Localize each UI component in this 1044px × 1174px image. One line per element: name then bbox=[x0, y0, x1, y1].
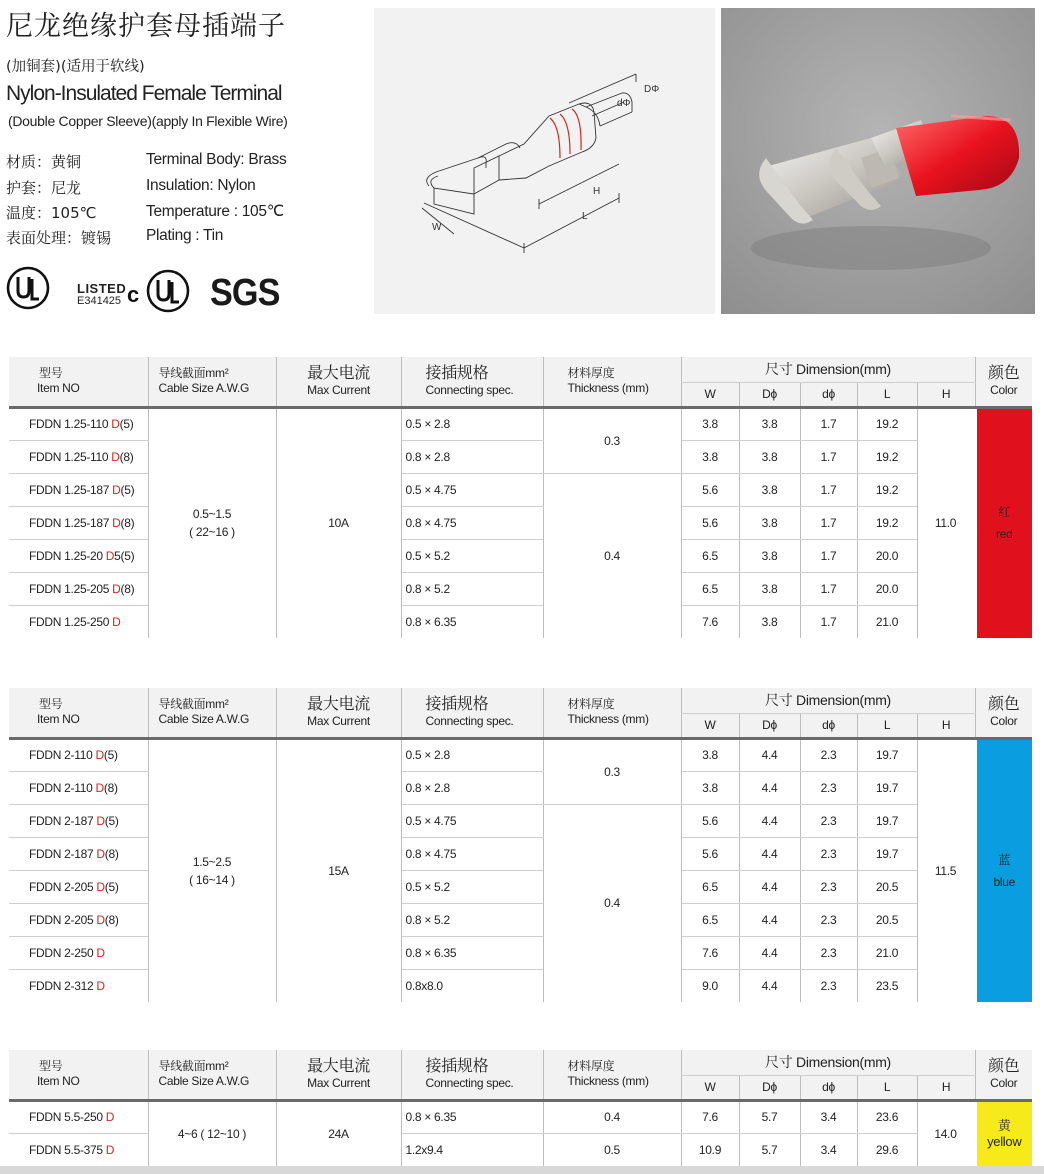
model-suffix: D bbox=[95, 748, 104, 762]
cell-model bbox=[9, 969, 148, 1002]
model-prefix: FDDN 2-205 bbox=[29, 879, 97, 894]
model-prefix: FDDN 2-205 bbox=[29, 912, 97, 927]
product-photo bbox=[721, 8, 1035, 314]
page-title-en: Nylon-Insulated Female Terminal bbox=[6, 82, 282, 105]
cell-dim-d: 2.3 bbox=[800, 837, 857, 870]
col-header-cable: 导线截面mm² Cable Size A.W.G bbox=[148, 1050, 276, 1100]
cable-awg: ( 16~14 ) bbox=[189, 872, 235, 887]
cell-dim-D: 4.4 bbox=[739, 903, 800, 936]
cable-mm2: 4~6 ( 12~10 ) bbox=[177, 1126, 247, 1141]
spec-material-cn: 材质：黄铜 bbox=[6, 153, 82, 171]
table-row bbox=[9, 407, 1032, 440]
cell-model bbox=[9, 837, 148, 870]
cell-model bbox=[9, 440, 148, 473]
cable-mm2: 0.5~1.5 bbox=[192, 507, 232, 522]
table-row bbox=[9, 1100, 1032, 1133]
cell-dim-l: 20.5 bbox=[857, 903, 917, 936]
col-header-l: L bbox=[857, 382, 917, 407]
col-header-current: 最大电流 Max Current bbox=[276, 688, 401, 738]
color-name-en: red bbox=[996, 527, 1013, 542]
cell-dim-d: 2.3 bbox=[800, 969, 857, 1002]
dim-label-W: W bbox=[432, 222, 442, 233]
cell-dim-w: 6.5 bbox=[681, 572, 739, 605]
cell-max-current: 24A bbox=[276, 1100, 401, 1166]
model-tail: (8) bbox=[120, 581, 135, 596]
cell-model bbox=[9, 903, 148, 936]
cell-dim-w: 3.8 bbox=[681, 771, 739, 804]
model-prefix: FDDN 1.25-110 bbox=[29, 449, 112, 464]
model-prefix: FDDN 1.25-187 bbox=[29, 515, 113, 530]
spec-material-en: Terminal Body: Brass bbox=[146, 151, 287, 168]
cell-dim-D: 4.4 bbox=[739, 738, 800, 771]
cell-model bbox=[9, 605, 148, 638]
cell-dim-D: 3.8 bbox=[739, 539, 800, 572]
model-prefix: FDDN 2-110 bbox=[29, 780, 96, 795]
col-header-spec: 接插规格 Connecting spec. bbox=[401, 1050, 543, 1100]
color-name-en: yellow bbox=[987, 1133, 1022, 1149]
col-header-l: L bbox=[857, 1075, 917, 1100]
cell-dim-l: 19.2 bbox=[857, 440, 917, 473]
spec-plating-en: Plating : Tin bbox=[146, 227, 224, 244]
model-prefix: FDDN 1.25-20 bbox=[29, 548, 106, 563]
cell-connecting-spec: 0.8 × 2.8 bbox=[401, 440, 543, 473]
cell-connecting-spec: 0.5 × 4.75 bbox=[401, 804, 543, 837]
dim-label-H: H bbox=[593, 186, 601, 197]
cell-thickness: 0.3 bbox=[543, 407, 681, 473]
spec-insulation-en: Insulation: Nylon bbox=[146, 177, 256, 194]
cell-dim-D: 4.4 bbox=[739, 969, 800, 1002]
cable-awg: ( 22~16 ) bbox=[189, 525, 235, 540]
col-header-current: 最大电流 Max Current bbox=[276, 357, 401, 407]
cell-dim-l: 29.6 bbox=[857, 1133, 917, 1166]
cell-connecting-spec: 0.8 × 6.35 bbox=[401, 936, 543, 969]
cell-dim-l: 21.0 bbox=[857, 936, 917, 969]
model-prefix: FDDN 1.25-205 bbox=[29, 581, 113, 596]
spec-table-yellow bbox=[9, 1050, 1032, 1166]
cell-dim-l: 19.7 bbox=[857, 738, 917, 771]
cell-dim-d: 2.3 bbox=[800, 936, 857, 969]
cell-thickness: 0.4 bbox=[543, 473, 681, 638]
model-suffix: D bbox=[112, 614, 121, 629]
cell-model bbox=[9, 804, 148, 837]
cell-dim-D: 5.7 bbox=[739, 1100, 800, 1133]
cell-cable-size bbox=[148, 738, 276, 1002]
cell-dim-D: 4.4 bbox=[739, 837, 800, 870]
model-prefix: FDDN 2-312 bbox=[29, 978, 97, 993]
file-number: E341425 bbox=[77, 295, 122, 307]
model-suffix: D bbox=[96, 912, 105, 927]
cell-connecting-spec: 0.8 × 6.35 bbox=[401, 1100, 543, 1133]
cell-dim-h: 14.0 bbox=[917, 1100, 975, 1166]
cell-connecting-spec: 0.8 × 4.75 bbox=[401, 506, 543, 539]
cell-dim-w: 3.8 bbox=[681, 407, 739, 440]
model-tail: (8) bbox=[103, 780, 118, 795]
cell-color-swatch bbox=[975, 1100, 1032, 1166]
cell-dim-w: 7.6 bbox=[681, 1100, 739, 1133]
col-header-D: Dϕ bbox=[739, 382, 800, 407]
cell-connecting-spec: 0.5 × 2.8 bbox=[401, 407, 543, 440]
listed-text: LISTED bbox=[77, 281, 127, 296]
color-name-en: blue bbox=[993, 874, 1015, 889]
cell-dim-D: 4.4 bbox=[739, 870, 800, 903]
model-tail: (5) bbox=[104, 813, 119, 828]
cell-dim-d: 1.7 bbox=[800, 605, 857, 638]
cell-dim-h: 11.0 bbox=[917, 407, 975, 638]
cell-model bbox=[9, 407, 148, 440]
cell-dim-w: 3.8 bbox=[681, 738, 739, 771]
cell-cable-size bbox=[148, 1100, 276, 1166]
cell-dim-d: 2.3 bbox=[800, 771, 857, 804]
model-prefix: FDDN 2-187 bbox=[29, 813, 97, 828]
col-header-d: dϕ bbox=[800, 382, 857, 407]
cell-connecting-spec: 1.2x9.4 bbox=[401, 1133, 543, 1166]
cell-dim-D: 3.8 bbox=[739, 506, 800, 539]
spec-temperature-cn: 温度：105℃ bbox=[6, 204, 97, 222]
cell-dim-d: 2.3 bbox=[800, 870, 857, 903]
color-name-cn: 红 bbox=[998, 505, 1011, 520]
model-suffix: D bbox=[112, 581, 121, 596]
spec-plating-cn: 表面处理：镀锡 bbox=[6, 229, 112, 247]
cell-model bbox=[9, 1100, 148, 1133]
cell-connecting-spec: 0.8 × 5.2 bbox=[401, 903, 543, 936]
cell-dim-l: 20.0 bbox=[857, 539, 917, 572]
model-suffix: D bbox=[112, 482, 121, 497]
cell-color-swatch bbox=[975, 738, 1032, 1002]
col-header-dimension: 尺寸 Dimension(mm) bbox=[681, 357, 975, 382]
cell-dim-l: 19.7 bbox=[857, 837, 917, 870]
cell-dim-w: 5.6 bbox=[681, 473, 739, 506]
subtitle-cn: (加铜套)(适用于软线) bbox=[6, 59, 145, 75]
cell-dim-d: 1.7 bbox=[800, 407, 857, 440]
cell-dim-l: 20.0 bbox=[857, 572, 917, 605]
model-prefix: FDDN 2-250 bbox=[29, 945, 97, 960]
cell-model bbox=[9, 1133, 148, 1166]
model-suffix: D bbox=[96, 945, 105, 960]
col-header-color: 颜色 Color bbox=[975, 688, 1032, 738]
cell-color-swatch bbox=[975, 407, 1032, 638]
sgs-logo: SGS bbox=[210, 272, 280, 314]
cell-dim-h: 11.5 bbox=[917, 738, 975, 1002]
col-header-w: W bbox=[681, 382, 739, 407]
ul-logo bbox=[6, 266, 50, 310]
cell-connecting-spec: 0.5 × 5.2 bbox=[401, 870, 543, 903]
color-name-cn: 蓝 bbox=[998, 852, 1011, 867]
col-header-spec: 接插规格 Connecting spec. bbox=[401, 357, 543, 407]
cell-dim-l: 19.7 bbox=[857, 771, 917, 804]
dim-label-d: dΦ bbox=[617, 98, 631, 109]
cell-dim-d: 1.7 bbox=[800, 473, 857, 506]
model-suffix: D bbox=[96, 879, 105, 894]
cell-max-current: 15A bbox=[276, 738, 401, 1002]
cell-dim-w: 7.6 bbox=[681, 936, 739, 969]
model-suffix: D bbox=[95, 780, 104, 795]
col-header-dimension: 尺寸 Dimension(mm) bbox=[681, 688, 975, 713]
cell-dim-D: 3.8 bbox=[739, 407, 800, 440]
col-header-w: W bbox=[681, 713, 739, 738]
cell-dim-w: 9.0 bbox=[681, 969, 739, 1002]
col-header-cable: 导线截面mm² Cable Size A.W.G bbox=[148, 357, 276, 407]
cell-model bbox=[9, 738, 148, 771]
model-suffix: D bbox=[105, 1142, 115, 1157]
color-name-cn: 黄 bbox=[997, 1117, 1011, 1133]
model-prefix: FDDN 1.25-110 bbox=[29, 417, 112, 431]
cell-dim-D: 3.8 bbox=[739, 605, 800, 638]
technical-drawing bbox=[374, 8, 715, 314]
col-header-current: 最大电流 Max Current bbox=[276, 1050, 401, 1100]
cell-dim-w: 10.9 bbox=[681, 1133, 739, 1166]
cell-dim-w: 6.5 bbox=[681, 870, 739, 903]
cell-thickness: 0.3 bbox=[543, 738, 681, 804]
cell-connecting-spec: 0.5 × 5.2 bbox=[401, 539, 543, 572]
cell-model bbox=[9, 572, 148, 605]
col-header-D: Dϕ bbox=[739, 1075, 800, 1100]
cell-dim-d: 1.7 bbox=[800, 506, 857, 539]
cell-connecting-spec: 0.8x8.0 bbox=[401, 969, 543, 1002]
cell-cable-size bbox=[148, 407, 276, 638]
cell-dim-l: 19.2 bbox=[857, 506, 917, 539]
cell-dim-l: 23.5 bbox=[857, 969, 917, 1002]
col-header-d: dϕ bbox=[800, 713, 857, 738]
model-suffix: D bbox=[111, 449, 120, 464]
model-tail: (5) bbox=[119, 417, 134, 431]
cell-dim-l: 19.2 bbox=[857, 407, 917, 440]
model-suffix: D bbox=[96, 846, 105, 861]
cell-dim-D: 3.8 bbox=[739, 440, 800, 473]
cell-thickness: 0.4 bbox=[543, 804, 681, 1002]
model-tail: (5) bbox=[103, 748, 118, 762]
cell-connecting-spec: 0.5 × 2.8 bbox=[401, 738, 543, 771]
cell-dim-D: 5.7 bbox=[739, 1133, 800, 1166]
cell-dim-w: 5.6 bbox=[681, 506, 739, 539]
subtitle-en: (Double Copper Sleeve)(apply In Flexible Wire) bbox=[8, 113, 288, 129]
model-tail: (5) bbox=[120, 482, 135, 497]
col-header-model: 型号 Item NO bbox=[9, 1050, 148, 1100]
cell-dim-w: 6.5 bbox=[681, 903, 739, 936]
cell-dim-d: 1.7 bbox=[800, 539, 857, 572]
cell-dim-D: 3.8 bbox=[739, 473, 800, 506]
col-header-d: dϕ bbox=[800, 1075, 857, 1100]
col-header-h: H bbox=[917, 1075, 975, 1100]
cell-dim-w: 5.6 bbox=[681, 837, 739, 870]
model-tail: (8) bbox=[104, 912, 119, 927]
cell-model bbox=[9, 539, 148, 572]
model-suffix: D bbox=[96, 813, 105, 828]
cell-dim-d: 2.3 bbox=[800, 804, 857, 837]
cell-dim-l: 23.6 bbox=[857, 1100, 917, 1133]
col-header-thickness: 材料厚度 Thickness (mm) bbox=[543, 1050, 681, 1100]
svg-text:c: c bbox=[127, 282, 140, 307]
cell-connecting-spec: 0.8 × 4.75 bbox=[401, 837, 543, 870]
col-header-cable: 导线截面mm² Cable Size A.W.G bbox=[148, 688, 276, 738]
cell-model bbox=[9, 506, 148, 539]
cell-dim-w: 7.6 bbox=[681, 605, 739, 638]
col-header-spec: 接插规格 Connecting spec. bbox=[401, 688, 543, 738]
cell-dim-D: 3.8 bbox=[739, 572, 800, 605]
cell-connecting-spec: 0.5 × 4.75 bbox=[401, 473, 543, 506]
cell-model bbox=[9, 771, 148, 804]
model-prefix: FDDN 2-110 bbox=[29, 748, 96, 762]
cell-dim-w: 6.5 bbox=[681, 539, 739, 572]
table-row bbox=[9, 738, 1032, 771]
page-title-cn: 尼龙绝缘护套母插端子 bbox=[6, 11, 286, 42]
model-suffix: D bbox=[112, 515, 121, 530]
cell-dim-l: 21.0 bbox=[857, 605, 917, 638]
cell-model bbox=[9, 870, 148, 903]
model-tail: (5) bbox=[104, 879, 119, 894]
ul-listed-mark bbox=[77, 283, 126, 307]
cell-dim-D: 4.4 bbox=[739, 936, 800, 969]
dim-label-D: DΦ bbox=[644, 84, 660, 95]
col-header-color: 颜色 Color bbox=[975, 1050, 1032, 1100]
cell-max-current: 10A bbox=[276, 407, 401, 638]
col-header-h: H bbox=[917, 713, 975, 738]
cell-dim-w: 3.8 bbox=[681, 440, 739, 473]
col-header-dimension: 尺寸 Dimension(mm) bbox=[681, 1050, 975, 1075]
cell-dim-l: 19.7 bbox=[857, 804, 917, 837]
spec-insulation-cn: 护套：尼龙 bbox=[6, 179, 82, 197]
model-prefix: FDDN 5.5-250 bbox=[29, 1110, 106, 1124]
model-prefix: FDDN 1.25-250 bbox=[29, 614, 113, 629]
cell-thickness: 0.4 bbox=[543, 1100, 681, 1133]
cell-dim-d: 1.7 bbox=[800, 572, 857, 605]
spec-table-red bbox=[9, 357, 1032, 638]
cell-dim-d: 2.3 bbox=[800, 738, 857, 771]
cell-dim-d: 2.3 bbox=[800, 903, 857, 936]
cell-dim-d: 3.4 bbox=[800, 1100, 857, 1133]
cell-connecting-spec: 0.8 × 5.2 bbox=[401, 572, 543, 605]
model-prefix: FDDN 1.25-187 bbox=[29, 482, 113, 497]
cell-dim-l: 19.2 bbox=[857, 473, 917, 506]
spec-temperature-en: Temperature : 105℃ bbox=[146, 203, 284, 220]
col-header-model: 型号 Item NO bbox=[9, 357, 148, 407]
footer-bar bbox=[0, 1166, 1044, 1174]
model-tail: 5(5) bbox=[114, 548, 135, 563]
spec-table-blue bbox=[9, 688, 1032, 1002]
col-header-l: L bbox=[857, 713, 917, 738]
dim-label-L: L bbox=[582, 211, 588, 222]
model-tail: (8) bbox=[119, 449, 134, 464]
model-suffix: D bbox=[105, 548, 115, 563]
cell-dim-d: 3.4 bbox=[800, 1133, 857, 1166]
col-header-D: Dϕ bbox=[739, 713, 800, 738]
cell-thickness: 0.5 bbox=[543, 1133, 681, 1166]
cable-mm2: 1.5~2.5 bbox=[192, 854, 232, 869]
cell-dim-d: 1.7 bbox=[800, 440, 857, 473]
cell-dim-l: 20.5 bbox=[857, 870, 917, 903]
model-suffix: D bbox=[111, 417, 120, 431]
cul-logo bbox=[127, 268, 193, 314]
cell-model bbox=[9, 473, 148, 506]
model-prefix: FDDN 5.5-375 bbox=[29, 1142, 106, 1157]
cell-dim-D: 4.4 bbox=[739, 771, 800, 804]
cell-dim-w: 5.6 bbox=[681, 804, 739, 837]
cell-connecting-spec: 0.8 × 2.8 bbox=[401, 771, 543, 804]
model-prefix: FDDN 2-187 bbox=[29, 846, 97, 861]
cell-model bbox=[9, 936, 148, 969]
col-header-w: W bbox=[681, 1075, 739, 1100]
col-header-thickness: 材料厚度 Thickness (mm) bbox=[543, 357, 681, 407]
model-suffix: D bbox=[105, 1110, 115, 1124]
col-header-thickness: 材料厚度 Thickness (mm) bbox=[543, 688, 681, 738]
model-tail: (8) bbox=[104, 846, 119, 861]
col-header-model: 型号 Item NO bbox=[9, 688, 148, 738]
cell-connecting-spec: 0.8 × 6.35 bbox=[401, 605, 543, 638]
col-header-color: 颜色 Color bbox=[975, 357, 1032, 407]
cell-dim-D: 4.4 bbox=[739, 804, 800, 837]
model-tail: (8) bbox=[120, 515, 135, 530]
col-header-h: H bbox=[917, 382, 975, 407]
model-suffix: D bbox=[96, 978, 105, 993]
